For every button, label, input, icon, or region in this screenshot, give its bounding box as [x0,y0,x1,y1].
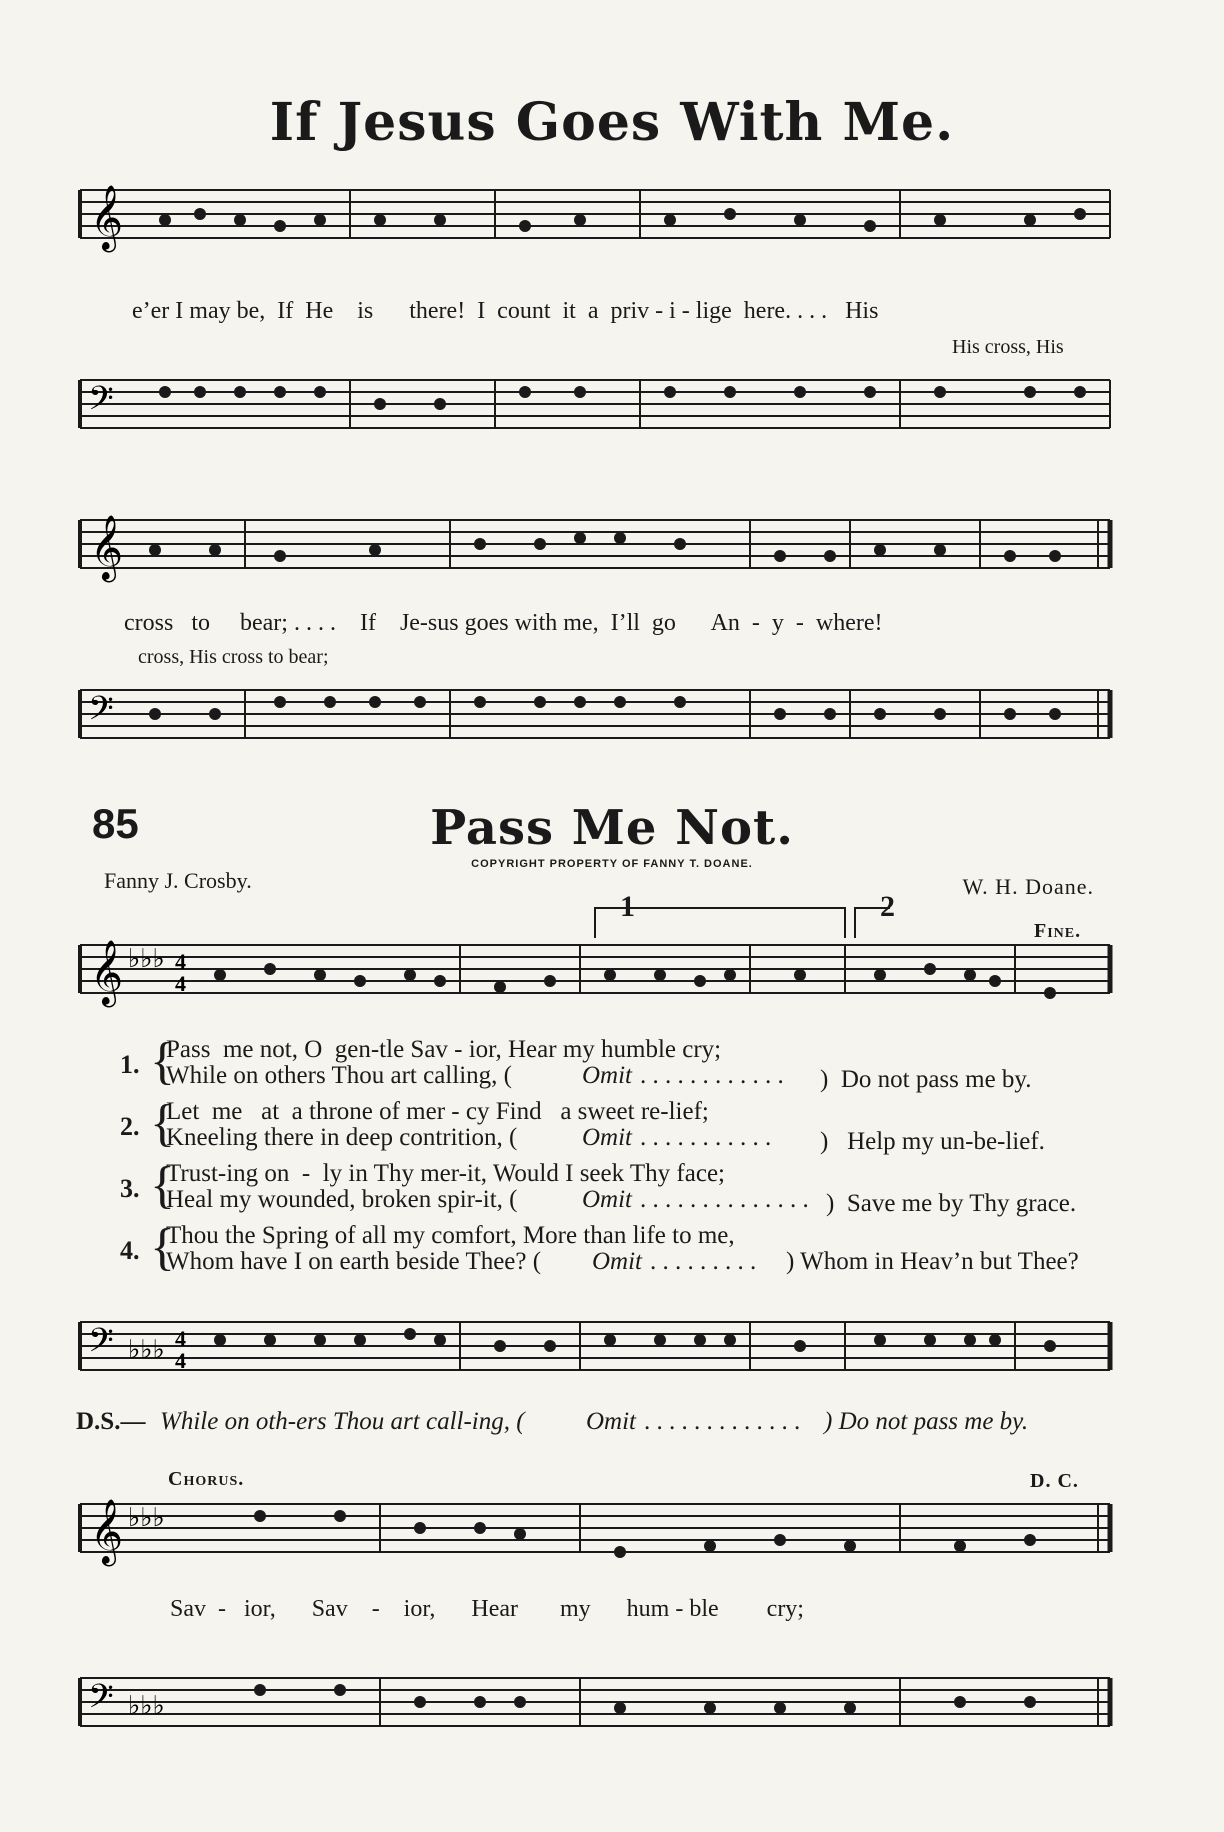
second-ending-label: 2 [880,890,895,923]
copyright-notice: COPYRIGHT PROPERTY OF FANNY T. DOANE. [471,858,753,870]
omit-dots: . . . . . . . . . [650,1248,757,1275]
lyricist-name: Fanny J. Crosby. [104,868,252,893]
verse-line-ending: ) Help my un-be-lief. [820,1128,1045,1155]
omit-marking: Omit [592,1248,642,1275]
ds-omit-marking: Omit [586,1408,636,1435]
svg-text:4: 4 [175,949,186,974]
svg-text:4: 4 [175,1326,186,1351]
svg-text:4: 4 [175,971,186,996]
ds-label: D.S.— [76,1408,146,1435]
bass-staff-system-1 [80,370,1130,440]
verse-line: Kneeling there in deep contrition, ( [166,1124,518,1151]
chorus-lyrics: Sav - ior, Sav - ior, Hear my hum - ble cry; [170,1596,804,1622]
verse-3 [120,1157,1120,1217]
dal-segno-line [76,1408,1126,1440]
brace: { [150,1219,175,1276]
verse-line: Whom have I on earth beside Thee? ( [166,1248,542,1275]
svg-text:𝄢: 𝄢 [88,1322,114,1368]
bass-staff-system-2 [80,680,1130,750]
svg-text:𝄢: 𝄢 [88,690,114,736]
ds-text: While on oth-ers Thou art call-ing, ( [160,1408,525,1435]
omit-dots: . . . . . . . . . . . [640,1124,772,1151]
fine-marking: Fine. [1034,920,1082,942]
svg-text:𝄢: 𝄢 [88,1678,114,1724]
lyrics-line-1: e’er I may be, If He is there! I count it a priv - i - lige here. . . . His [132,298,879,324]
brace: { [150,1095,175,1152]
svg-text:♭♭♭: ♭♭♭ [128,1503,165,1533]
lyrics-line-2-alto: cross, His cross to bear; [138,646,329,668]
svg-text:𝄞: 𝄞 [90,185,124,250]
composer-name: W. H. Doane. [962,874,1094,899]
treble-staff-system-1 [80,180,1130,250]
hymn-title-if-jesus-goes-with-me: If Jesus Goes With Me. [269,92,955,153]
verse-line: Thou the Spring of all my comfort, More than life to me, [166,1222,735,1249]
bass-staff-chorus [80,1668,1130,1758]
omit-dots: . . . . . . . . . . . . . . [640,1186,809,1213]
hymn-number: 85 [92,800,139,847]
lyrics-line-1-alto: His cross, His [952,336,1064,358]
da-capo-marking: D. C. [1030,1470,1079,1492]
verse-line-ending: ) Do not pass me by. [820,1066,1032,1093]
verse-1 [120,1033,1120,1093]
verse-2 [120,1095,1120,1155]
verse-number: 1. [120,1050,140,1079]
verse-line: While on others Thou art calling, ( [166,1062,512,1089]
treble-staff-pass-me-not [80,935,1130,1015]
svg-text:𝄞: 𝄞 [90,515,124,580]
verse-line: Trust-ing on - ly in Thy mer-it, Would I seek Thy face; [166,1160,725,1187]
verse-line: Pass me not, O gen-tle Sav - ior, Hear my humble cry; [166,1036,722,1063]
svg-text:4: 4 [175,1348,186,1373]
ds-omit-dots: . . . . . . . . . . . . . [644,1408,801,1435]
verse-line-ending: ) Whom in Heav’n but Thee? [786,1248,1079,1275]
ds-ending: ) Do not pass me by. [824,1408,1029,1435]
svg-text:𝄢: 𝄢 [88,380,114,426]
hymn-title-pass-me-not: Pass Me Not. [430,800,794,856]
brace: { [150,1157,175,1214]
brace: { [150,1033,175,1090]
verse-line: Let me at a throne of mer - cy Find a sweet re-lief; [166,1098,709,1125]
lyrics-line-2: cross to bear; . . . . If Je-sus goes with me, I’ll go An - y - where! [124,610,883,636]
verse-number: 3. [120,1174,140,1203]
ending-brackets [590,900,1050,940]
omit-marking: Omit [582,1124,632,1151]
verse-line-ending: ) Save me by Thy grace. [826,1190,1077,1217]
verse-number: 2. [120,1112,140,1141]
treble-staff-chorus [80,1494,1130,1574]
omit-marking: Omit [582,1186,632,1213]
first-ending-label: 1 [620,890,635,923]
verse-number: 4. [120,1236,140,1265]
svg-text:♭♭♭: ♭♭♭ [128,1335,165,1365]
omit-marking: Omit [582,1062,632,1089]
verse-4 [120,1219,1130,1278]
svg-text:♭♭♭: ♭♭♭ [128,1691,165,1721]
svg-text:𝄞: 𝄞 [90,1499,124,1564]
svg-text:𝄞: 𝄞 [90,940,124,1005]
bass-staff-pass-me-not [80,1312,1130,1392]
svg-text:♭♭♭: ♭♭♭ [128,944,165,974]
treble-staff-system-2 [80,510,1130,580]
omit-dots: . . . . . . . . . . . . [640,1062,784,1089]
chorus-label: Chorus. [168,1468,245,1490]
verse-line: Heal my wounded, broken spir-it, ( [166,1186,518,1213]
